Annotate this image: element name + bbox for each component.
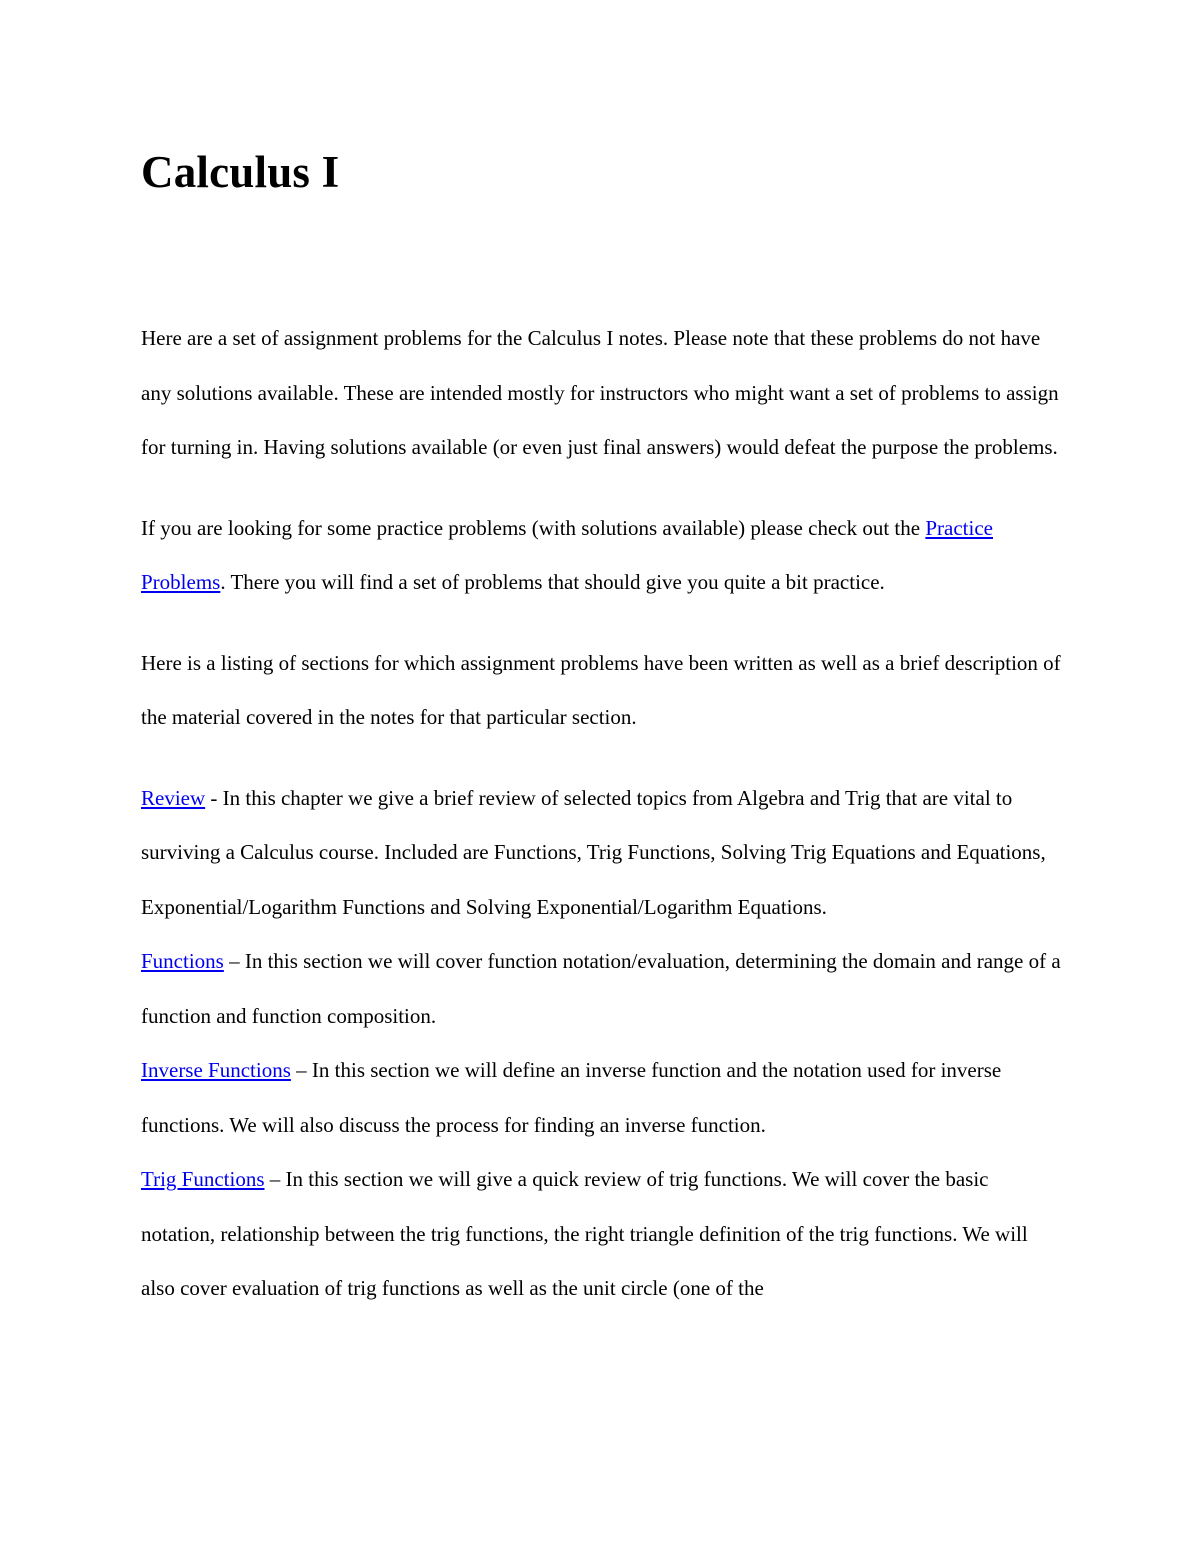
section-entry-inverse-functions [141,1043,1066,1152]
practice-prefix: If you are looking for some practice problems (with solutions available) please check out the [141,515,926,540]
section-entry-review [141,771,1066,935]
listing-paragraph: Here is a listing of sections for which assignment problems have been written as well as a brief description of the material covered in the notes for that particular section. [141,650,1061,729]
inverse-functions-link[interactable]: Inverse Functions [141,1058,291,1082]
practice-paragraph [141,501,1066,610]
section-entry-functions [141,934,1066,1043]
practice-problems-link[interactable]: Practice Problems [141,515,993,594]
section-separator: - [205,785,223,810]
section-entry-trig-functions [141,1152,1066,1316]
trig-functions-description: In this section we will give a quick review of trig functions. We will cover the basic notation, relationship between the trig functions, the right triangle definition of the trig functions. We will also cover evaluation of trig functions as well as the unit circle (one of the [141,1167,1028,1300]
section-separator: – [264,1167,286,1191]
practice-suffix: . There you will find a set of problems that should give you quite a bit practice. [220,570,885,594]
trig-functions-link[interactable]: Trig Functions [141,1167,265,1191]
page-title: Calculus I [141,147,340,197]
functions-link[interactable]: Functions [141,949,224,973]
document-content [141,140,1066,1316]
section-separator: – [223,949,245,973]
inverse-functions-description: In this section we will define an inverse function and the notation used for inverse functions. We will also discuss the process for finding an inverse function. [141,1058,1002,1137]
review-description: In this chapter we give a brief review of selected topics from Algebra and Trig that are vital to surviving a Calculus course. Included are Functions, Trig Functions, Solving Trig Equations and Equations, Exponential/Logarithm Functions and Solving Exponential/Logarithm Equations. [141,785,1046,919]
intro-paragraph: Here are a set of assignment problems for the Calculus I notes. Please note that these problems do not have any solutions available. These are intended mostly for instructors who might want a set of problems to assign for turning in. Having solutions available (or even just final answers) would defeat the purpose the problems. [141,326,1059,459]
section-separator: – [290,1058,312,1082]
review-link[interactable]: Review [141,785,206,810]
functions-description: In this section we will cover function notation/evaluation, determining the domain and range of a function and function composition. [141,949,1061,1028]
